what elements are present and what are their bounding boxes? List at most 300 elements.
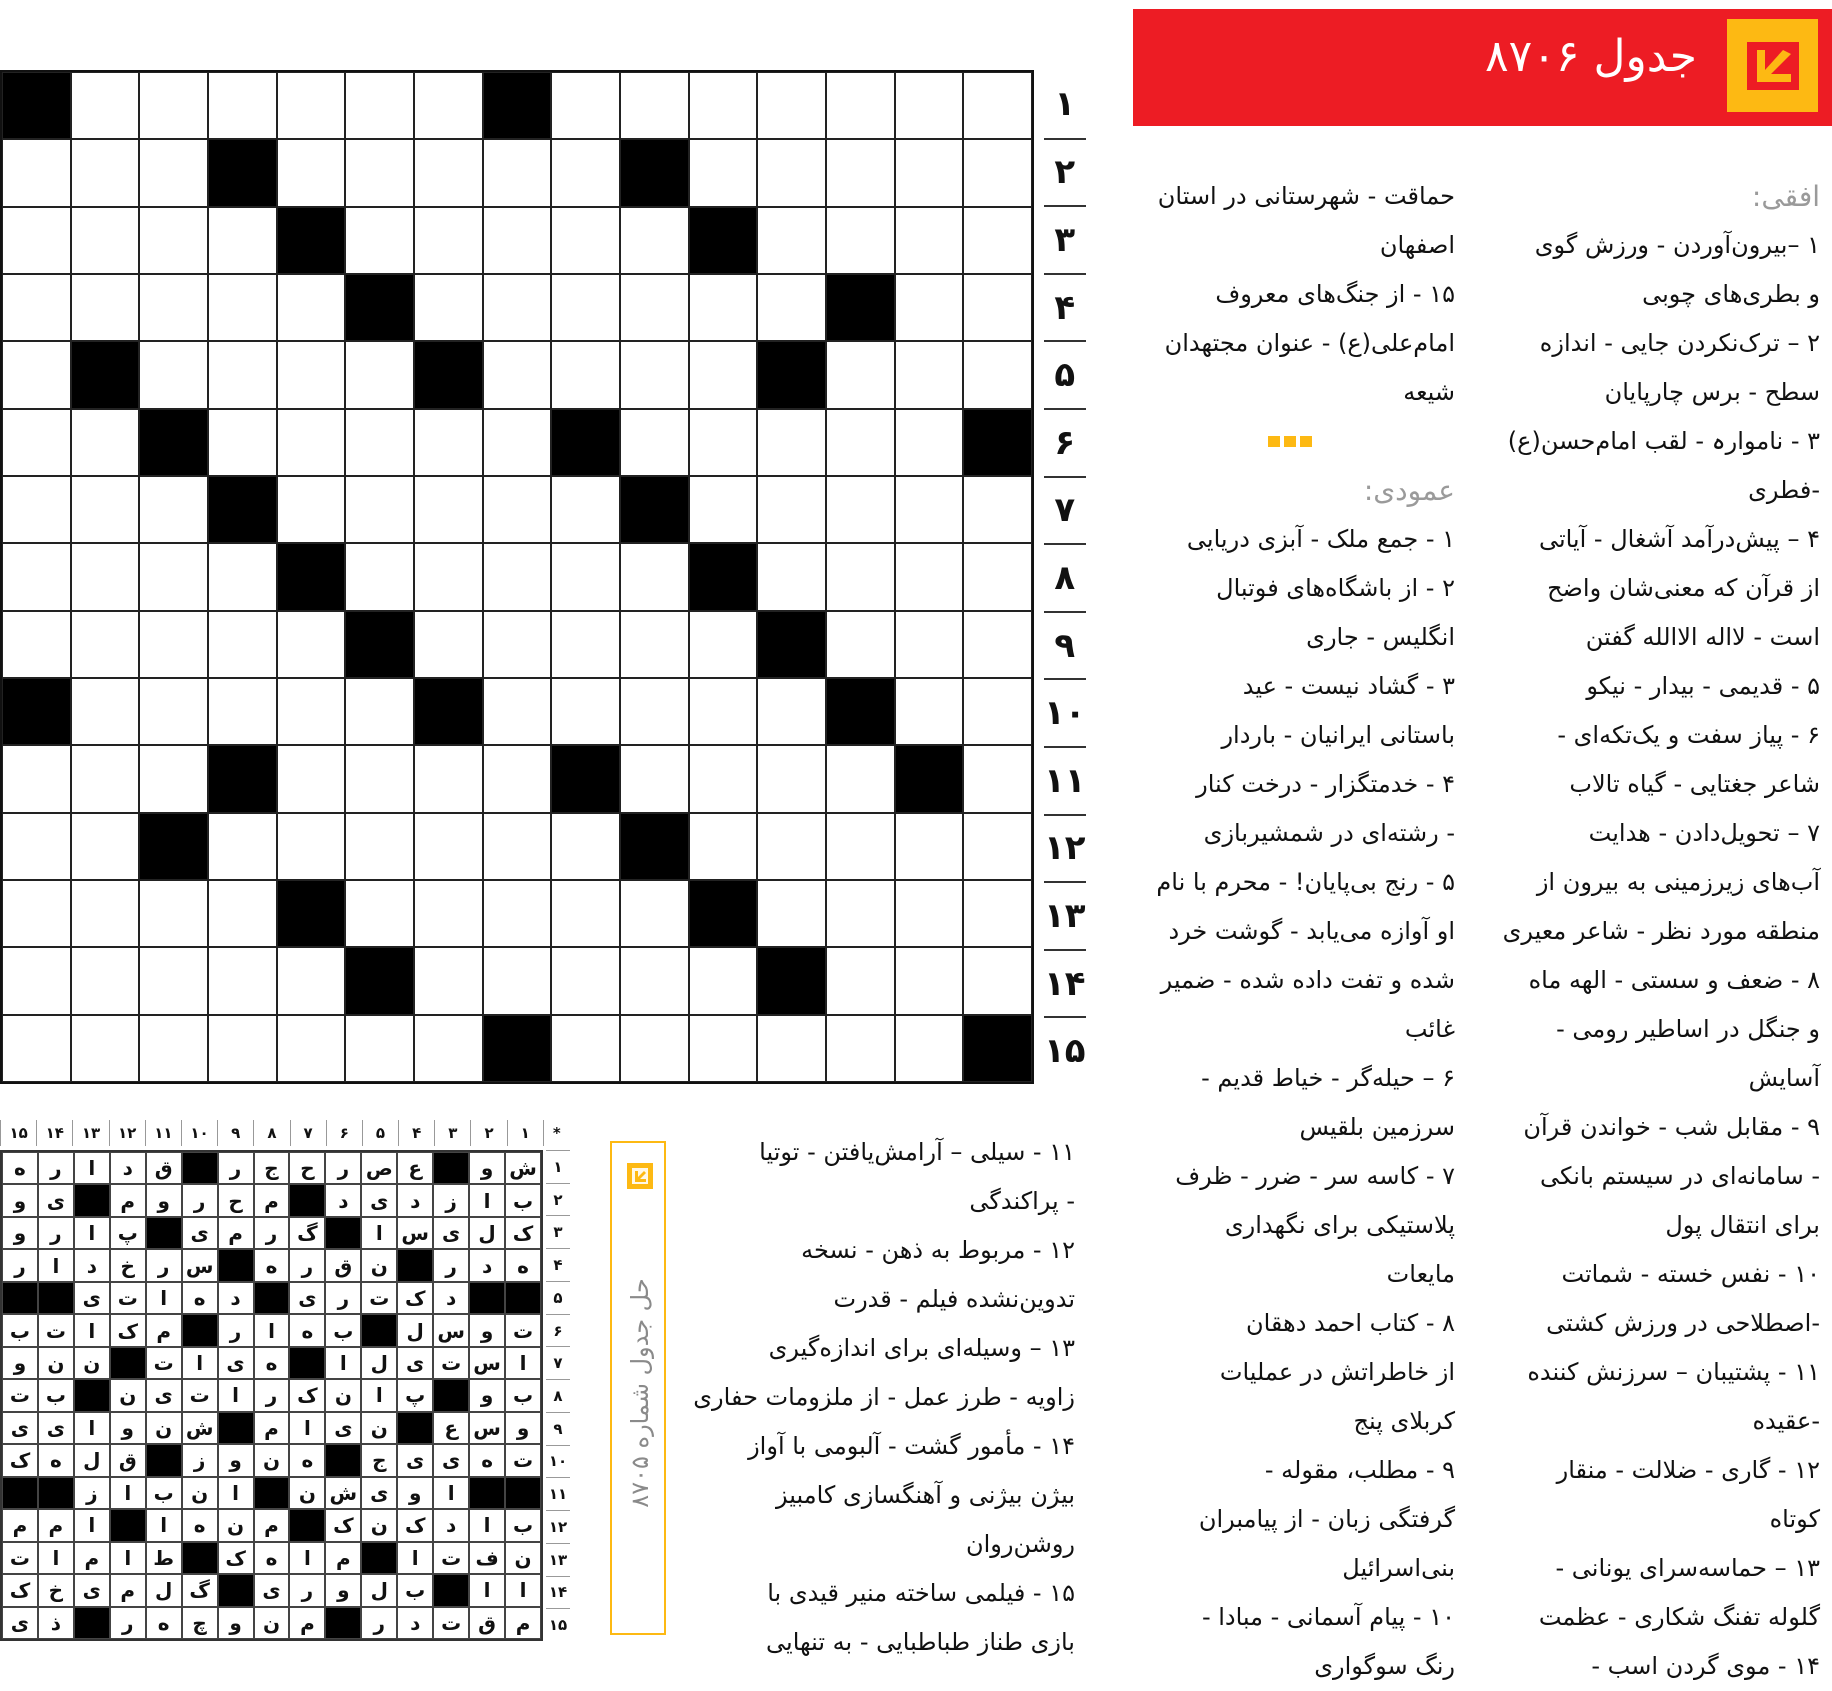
grid-cell[interactable]	[71, 476, 140, 543]
grid-cell[interactable]	[345, 543, 414, 610]
grid-cell[interactable]	[826, 72, 895, 139]
solution-black-cell	[182, 1152, 218, 1184]
grid-cell[interactable]	[71, 1015, 140, 1082]
grid-cell[interactable]	[483, 947, 552, 1014]
puzzle-title: جدول ۸۷۰۶	[1484, 31, 1697, 82]
grid-cell[interactable]	[208, 678, 277, 745]
solution-col-header: ۲	[470, 1120, 506, 1146]
grid-cell[interactable]	[139, 745, 208, 812]
grid-cell[interactable]	[71, 745, 140, 812]
clue-line: ۷ - کاسه سر - ضرر - ظرف	[1175, 1162, 1455, 1190]
grid-cell[interactable]	[963, 611, 1032, 678]
grid-cell[interactable]	[483, 139, 552, 206]
grid-cell[interactable]	[551, 880, 620, 947]
grid-cell[interactable]	[2, 813, 71, 880]
clue-line: ۹ - مقابل شب - خواندن قرآن	[1523, 1113, 1820, 1141]
grid-cell[interactable]	[963, 72, 1032, 139]
solution-letter: ر	[218, 1314, 254, 1346]
grid-cell[interactable]	[71, 139, 140, 206]
grid-cell[interactable]	[345, 476, 414, 543]
clue-line: آب‌های زیرزمینی به بیرون از	[1536, 868, 1820, 896]
solution-letter: ر	[325, 1282, 361, 1314]
grid-cell[interactable]	[414, 139, 483, 206]
grid-cell[interactable]	[826, 476, 895, 543]
solution-letter: ت	[182, 1379, 218, 1411]
row-label: ۲	[1044, 138, 1086, 206]
solution-letter: ق	[146, 1152, 182, 1184]
grid-cell[interactable]	[757, 476, 826, 543]
grid-cell[interactable]	[757, 678, 826, 745]
grid-cell[interactable]	[277, 611, 346, 678]
grid-cell[interactable]	[2, 880, 71, 947]
clue-line: برای انتقال پول	[1665, 1211, 1820, 1239]
clue-line: ۳ - گشاد نیست - عید	[1242, 672, 1455, 700]
grid-cell[interactable]	[414, 745, 483, 812]
grid-cell[interactable]	[826, 880, 895, 947]
clue-line: ۶ - پیاز سفت و یک‌تکه‌ای -	[1557, 721, 1820, 749]
grid-cell[interactable]	[414, 813, 483, 880]
grid-cell[interactable]	[620, 72, 689, 139]
clue-line: پلاستیکی برای نگهداری	[1224, 1211, 1455, 1239]
solution-letter: ه	[469, 1444, 505, 1476]
solution-letter: ک	[505, 1217, 541, 1249]
solution-black-cell	[433, 1574, 469, 1606]
grid-cell[interactable]	[345, 880, 414, 947]
grid-cell[interactable]	[71, 880, 140, 947]
solution-letter: ا	[469, 1509, 505, 1541]
grid-cell[interactable]	[208, 207, 277, 274]
grid-cell[interactable]	[2, 543, 71, 610]
clue-line: بازی طناز طباطبایی - به تنهایی	[766, 1628, 1075, 1656]
grid-cell[interactable]	[345, 745, 414, 812]
solution-letter: و	[2, 1347, 38, 1379]
grid-cell[interactable]	[414, 409, 483, 476]
grid-cell[interactable]	[345, 341, 414, 408]
grid-cell[interactable]	[139, 274, 208, 341]
grid-cell[interactable]	[895, 139, 964, 206]
grid-cell[interactable]	[895, 1015, 964, 1082]
grid-cell[interactable]	[483, 880, 552, 947]
grid-cell[interactable]	[963, 543, 1032, 610]
grid-cell[interactable]	[895, 476, 964, 543]
grid-cell[interactable]	[895, 341, 964, 408]
clue-line: رنگ سوگواری	[1314, 1652, 1455, 1680]
grid-cell[interactable]	[826, 341, 895, 408]
grid-cell[interactable]	[826, 947, 895, 1014]
grid-cell[interactable]	[71, 678, 140, 745]
solution-letter: ا	[433, 1477, 469, 1509]
grid-cell[interactable]	[483, 543, 552, 610]
grid-cell[interactable]	[963, 207, 1032, 274]
grid-cell[interactable]	[689, 139, 758, 206]
grid-cell[interactable]	[345, 1015, 414, 1082]
solution-letter: ب	[2, 1314, 38, 1346]
grid-cell[interactable]	[277, 476, 346, 543]
grid-cell[interactable]	[483, 745, 552, 812]
grid-cell[interactable]	[414, 611, 483, 678]
grid-cell[interactable]	[826, 1015, 895, 1082]
grid-cell[interactable]	[551, 947, 620, 1014]
grid-cell[interactable]	[277, 409, 346, 476]
solution-black-cell	[505, 1477, 541, 1509]
solution-letter: و	[110, 1412, 146, 1444]
grid-cell[interactable]	[689, 72, 758, 139]
solution-black-cell	[325, 1217, 361, 1249]
grid-cell[interactable]	[345, 139, 414, 206]
grid-cell[interactable]	[345, 207, 414, 274]
grid-cell[interactable]	[277, 813, 346, 880]
divider-square	[1268, 436, 1280, 447]
grid-cell[interactable]	[620, 745, 689, 812]
grid-cell[interactable]	[689, 745, 758, 812]
grid-cell[interactable]	[689, 678, 758, 745]
grid-cell[interactable]	[620, 947, 689, 1014]
grid-cell[interactable]	[826, 139, 895, 206]
grid-cell[interactable]	[71, 72, 140, 139]
solution-letter: ن	[146, 1412, 182, 1444]
grid-cell[interactable]	[620, 611, 689, 678]
solution-letter: ن	[505, 1542, 541, 1574]
grid-cell[interactable]	[551, 341, 620, 408]
grid-cell[interactable]	[689, 947, 758, 1014]
clue-line: ۶ – حیله‌گر - خیاط قدیم -	[1201, 1064, 1455, 1092]
grid-cell[interactable]	[551, 543, 620, 610]
solution-col-header: ۱	[507, 1120, 543, 1146]
clues-column-down-continued	[690, 1128, 1075, 1667]
solution-letter: م	[254, 1412, 290, 1444]
clue-line: ۱۵ - از جنگ‌های معروف	[1215, 280, 1455, 308]
solution-letter: ع	[433, 1412, 469, 1444]
grid-cell[interactable]	[483, 341, 552, 408]
solution-black-cell	[289, 1347, 325, 1379]
grid-cell[interactable]	[689, 1015, 758, 1082]
solution-black-cell	[146, 1217, 182, 1249]
grid-cell[interactable]	[2, 409, 71, 476]
grid-cell[interactable]	[2, 947, 71, 1014]
grid-cell[interactable]	[963, 476, 1032, 543]
grid-cell[interactable]	[414, 274, 483, 341]
clue-line: ۲ - از باشگاه‌های فوتبال	[1216, 574, 1455, 602]
grid-cell[interactable]	[895, 207, 964, 274]
solution-letter: د	[218, 1282, 254, 1314]
solution-col-header: ۱۰	[181, 1120, 217, 1146]
solution-row-label: ۷	[546, 1346, 570, 1379]
solution-letter: ج	[254, 1152, 290, 1184]
grid-cell[interactable]	[71, 813, 140, 880]
grid-cell[interactable]	[208, 72, 277, 139]
black-cell	[963, 409, 1032, 476]
grid-cell[interactable]	[895, 678, 964, 745]
grid-cell[interactable]	[895, 274, 964, 341]
grid-cell[interactable]	[2, 274, 71, 341]
grid-cell[interactable]	[277, 678, 346, 745]
grid-cell[interactable]	[551, 139, 620, 206]
grid-cell[interactable]	[895, 813, 964, 880]
solution-letter: م	[218, 1217, 254, 1249]
grid-cell[interactable]	[620, 207, 689, 274]
solution-row-label: ۵	[546, 1281, 570, 1314]
solution-letter: ک	[397, 1282, 433, 1314]
grid-cell[interactable]	[963, 880, 1032, 947]
solution-letter: ش	[505, 1152, 541, 1184]
grid-cell[interactable]	[483, 207, 552, 274]
solution-row-label: ۱	[546, 1150, 570, 1183]
grid-cell[interactable]	[208, 947, 277, 1014]
grid-cell[interactable]	[963, 341, 1032, 408]
grid-cell[interactable]	[139, 72, 208, 139]
solution-letter: ن	[74, 1347, 110, 1379]
grid-cell[interactable]	[551, 476, 620, 543]
grid-cell[interactable]	[71, 611, 140, 678]
black-cell	[551, 409, 620, 476]
solution-corner-mark: *	[543, 1120, 570, 1146]
grid-cell[interactable]	[345, 813, 414, 880]
grid-cell[interactable]	[826, 813, 895, 880]
grid-cell[interactable]	[414, 207, 483, 274]
solution-letter: پ	[110, 1217, 146, 1249]
grid-cell[interactable]	[689, 813, 758, 880]
grid-cell[interactable]	[345, 409, 414, 476]
solution-letter: ی	[38, 1184, 74, 1216]
grid-cell[interactable]	[71, 543, 140, 610]
grid-cell[interactable]	[2, 1015, 71, 1082]
grid-cell[interactable]	[2, 341, 71, 408]
clue-line: او آوازه می‌یابد - گوشت خرد	[1168, 917, 1455, 945]
clue-line: - رشته‌ای در شمشیربازی	[1203, 819, 1455, 847]
grid-cell[interactable]	[277, 72, 346, 139]
solution-letter: ه	[254, 1347, 290, 1379]
grid-cell[interactable]	[963, 274, 1032, 341]
solution-letter: ت	[146, 1347, 182, 1379]
grid-cell[interactable]	[208, 409, 277, 476]
solution-letter: ح	[218, 1184, 254, 1216]
grid-cell[interactable]	[414, 72, 483, 139]
solution-letter: ر	[146, 1249, 182, 1281]
solution-letter: س	[469, 1412, 505, 1444]
grid-cell[interactable]	[2, 745, 71, 812]
grid-cell[interactable]	[620, 341, 689, 408]
clue-line: سرزمین بلقیس	[1299, 1113, 1455, 1141]
grid-cell[interactable]	[895, 72, 964, 139]
grid-cell[interactable]	[689, 476, 758, 543]
grid-cell[interactable]	[139, 880, 208, 947]
solution-letter: گ	[182, 1574, 218, 1606]
solution-black-cell	[218, 1249, 254, 1281]
solution-letter: ر	[38, 1217, 74, 1249]
solution-letter: ا	[74, 1314, 110, 1346]
clue-line: ۱۰ - نفس خسته - شماتت	[1561, 1260, 1820, 1288]
grid-cell[interactable]	[551, 678, 620, 745]
clue-line: ۱ - جمع ملک - آبزی دریایی	[1186, 525, 1455, 553]
grid-cell[interactable]	[345, 678, 414, 745]
grid-cell[interactable]	[826, 611, 895, 678]
grid-cell[interactable]	[620, 678, 689, 745]
grid-cell[interactable]	[757, 409, 826, 476]
grid-cell[interactable]	[2, 207, 71, 274]
grid-cell[interactable]	[551, 72, 620, 139]
grid-cell[interactable]	[139, 678, 208, 745]
grid-cell[interactable]	[963, 813, 1032, 880]
grid-cell[interactable]	[620, 543, 689, 610]
grid-cell[interactable]	[414, 1015, 483, 1082]
grid-cell[interactable]	[71, 207, 140, 274]
solution-black-cell	[218, 1412, 254, 1444]
grid-cell[interactable]	[139, 543, 208, 610]
solution-row-label: ۱۱	[546, 1477, 570, 1510]
grid-cell[interactable]	[895, 409, 964, 476]
solution-row-label: ۱۰	[546, 1445, 570, 1478]
grid-cell[interactable]	[757, 72, 826, 139]
grid-cell[interactable]	[620, 409, 689, 476]
grid-cell[interactable]	[757, 139, 826, 206]
grid-cell[interactable]	[551, 813, 620, 880]
grid-cell[interactable]	[620, 1015, 689, 1082]
black-cell	[208, 745, 277, 812]
clue-line: اصفهان	[1379, 231, 1455, 259]
solution-letter: د	[74, 1249, 110, 1281]
grid-cell[interactable]	[208, 341, 277, 408]
grid-cell[interactable]	[2, 139, 71, 206]
grid-cell[interactable]	[139, 476, 208, 543]
grid-cell[interactable]	[551, 611, 620, 678]
grid-cell[interactable]	[277, 1015, 346, 1082]
grid-cell[interactable]	[826, 745, 895, 812]
grid-cell[interactable]	[620, 274, 689, 341]
grid-cell[interactable]	[139, 207, 208, 274]
grid-cell[interactable]	[483, 409, 552, 476]
solution-letter: ذ	[38, 1607, 74, 1639]
grid-cell[interactable]	[208, 543, 277, 610]
solution-black-cell	[182, 1542, 218, 1574]
solution-letter: ج	[361, 1444, 397, 1476]
grid-cell[interactable]	[483, 813, 552, 880]
solution-letter: خ	[38, 1574, 74, 1606]
clue-line: تدوین‌نشده فیلم - قدرت	[833, 1285, 1075, 1313]
grid-cell[interactable]	[414, 947, 483, 1014]
solution-letter: ن	[289, 1477, 325, 1509]
grid-cell[interactable]	[757, 274, 826, 341]
grid-cell[interactable]	[277, 139, 346, 206]
solution-letter: ه	[182, 1509, 218, 1541]
solution-label-box	[610, 1141, 666, 1635]
grid-cell[interactable]	[2, 476, 71, 543]
grid-cell[interactable]	[757, 207, 826, 274]
grid-cell[interactable]	[139, 611, 208, 678]
grid-cell[interactable]	[895, 880, 964, 947]
grid-cell[interactable]	[551, 207, 620, 274]
grid-cell[interactable]	[826, 543, 895, 610]
grid-cell[interactable]	[71, 947, 140, 1014]
grid-cell[interactable]	[895, 611, 964, 678]
section-divider	[1125, 417, 1455, 466]
black-cell	[689, 880, 758, 947]
grid-cell[interactable]	[895, 947, 964, 1014]
grid-cell[interactable]	[689, 341, 758, 408]
grid-cell[interactable]	[208, 1015, 277, 1082]
solution-letter: ا	[289, 1412, 325, 1444]
clue-line: شیعه	[1403, 378, 1455, 406]
solution-col-header: ۵	[362, 1120, 398, 1146]
solution-letter: ی	[146, 1379, 182, 1411]
grid-cell[interactable]	[277, 274, 346, 341]
grid-cell[interactable]	[757, 813, 826, 880]
grid-cell[interactable]	[414, 476, 483, 543]
grid-cell[interactable]	[963, 947, 1032, 1014]
grid-cell[interactable]	[277, 341, 346, 408]
solution-letter: ا	[110, 1477, 146, 1509]
grid-cell[interactable]	[483, 274, 552, 341]
grid-cell[interactable]	[414, 543, 483, 610]
clue-line: و بطری‌های چوبی	[1642, 280, 1820, 308]
grid-cell[interactable]	[277, 947, 346, 1014]
grid-cell[interactable]	[689, 274, 758, 341]
solution-letter: ا	[146, 1509, 182, 1541]
grid-cell[interactable]	[139, 139, 208, 206]
clue-line: از قرآن که معنی‌شان واضح	[1547, 574, 1820, 602]
solution-letter: ر	[38, 1152, 74, 1184]
grid-cell[interactable]	[277, 745, 346, 812]
grid-cell[interactable]	[208, 813, 277, 880]
solution-black-cell	[505, 1282, 541, 1314]
clue-line: -عقیده	[1752, 1407, 1820, 1435]
solution-letter: د	[325, 1184, 361, 1216]
solution-letter: ا	[38, 1249, 74, 1281]
solution-letter: ا	[74, 1509, 110, 1541]
grid-cell[interactable]	[345, 72, 414, 139]
grid-cell[interactable]	[483, 611, 552, 678]
solution-row-label: ۶	[546, 1314, 570, 1347]
grid-cell[interactable]	[689, 409, 758, 476]
grid-cell[interactable]	[963, 678, 1032, 745]
grid-cell[interactable]	[208, 274, 277, 341]
grid-cell[interactable]	[414, 880, 483, 947]
clue-line: ۱ –بیرون‌آوردن - ورزش گوی	[1534, 231, 1820, 259]
grid-cell[interactable]	[757, 880, 826, 947]
grid-cell[interactable]	[71, 274, 140, 341]
solution-row-label: ۱۵	[546, 1608, 570, 1641]
solution-letter: ی	[218, 1347, 254, 1379]
grid-cell[interactable]	[139, 1015, 208, 1082]
grid-cell[interactable]	[139, 341, 208, 408]
grid-cell[interactable]	[551, 1015, 620, 1082]
solution-letter: د	[469, 1249, 505, 1281]
grid-cell[interactable]	[757, 1015, 826, 1082]
grid-cell[interactable]	[208, 880, 277, 947]
grid-cell[interactable]	[963, 139, 1032, 206]
grid-cell[interactable]	[139, 947, 208, 1014]
solution-black-cell	[38, 1282, 74, 1314]
grid-cell[interactable]	[71, 409, 140, 476]
grid-cell[interactable]	[2, 611, 71, 678]
grid-cell[interactable]	[826, 409, 895, 476]
clue-line: ۵ - قدیمی - بیدار - نیکو	[1586, 672, 1820, 700]
black-cell	[620, 476, 689, 543]
grid-cell[interactable]	[689, 611, 758, 678]
grid-cell[interactable]	[963, 745, 1032, 812]
solution-letter: ر	[110, 1607, 146, 1639]
grid-cell[interactable]	[551, 274, 620, 341]
grid-cell[interactable]	[826, 207, 895, 274]
grid-cell[interactable]	[757, 745, 826, 812]
grid-cell[interactable]	[620, 880, 689, 947]
solution-letter: د	[433, 1282, 469, 1314]
grid-cell[interactable]	[895, 543, 964, 610]
grid-cell[interactable]	[208, 611, 277, 678]
grid-cell[interactable]	[757, 543, 826, 610]
grid-cell[interactable]	[483, 678, 552, 745]
grid-cell[interactable]	[483, 476, 552, 543]
solution-col-header: ۳	[434, 1120, 470, 1146]
